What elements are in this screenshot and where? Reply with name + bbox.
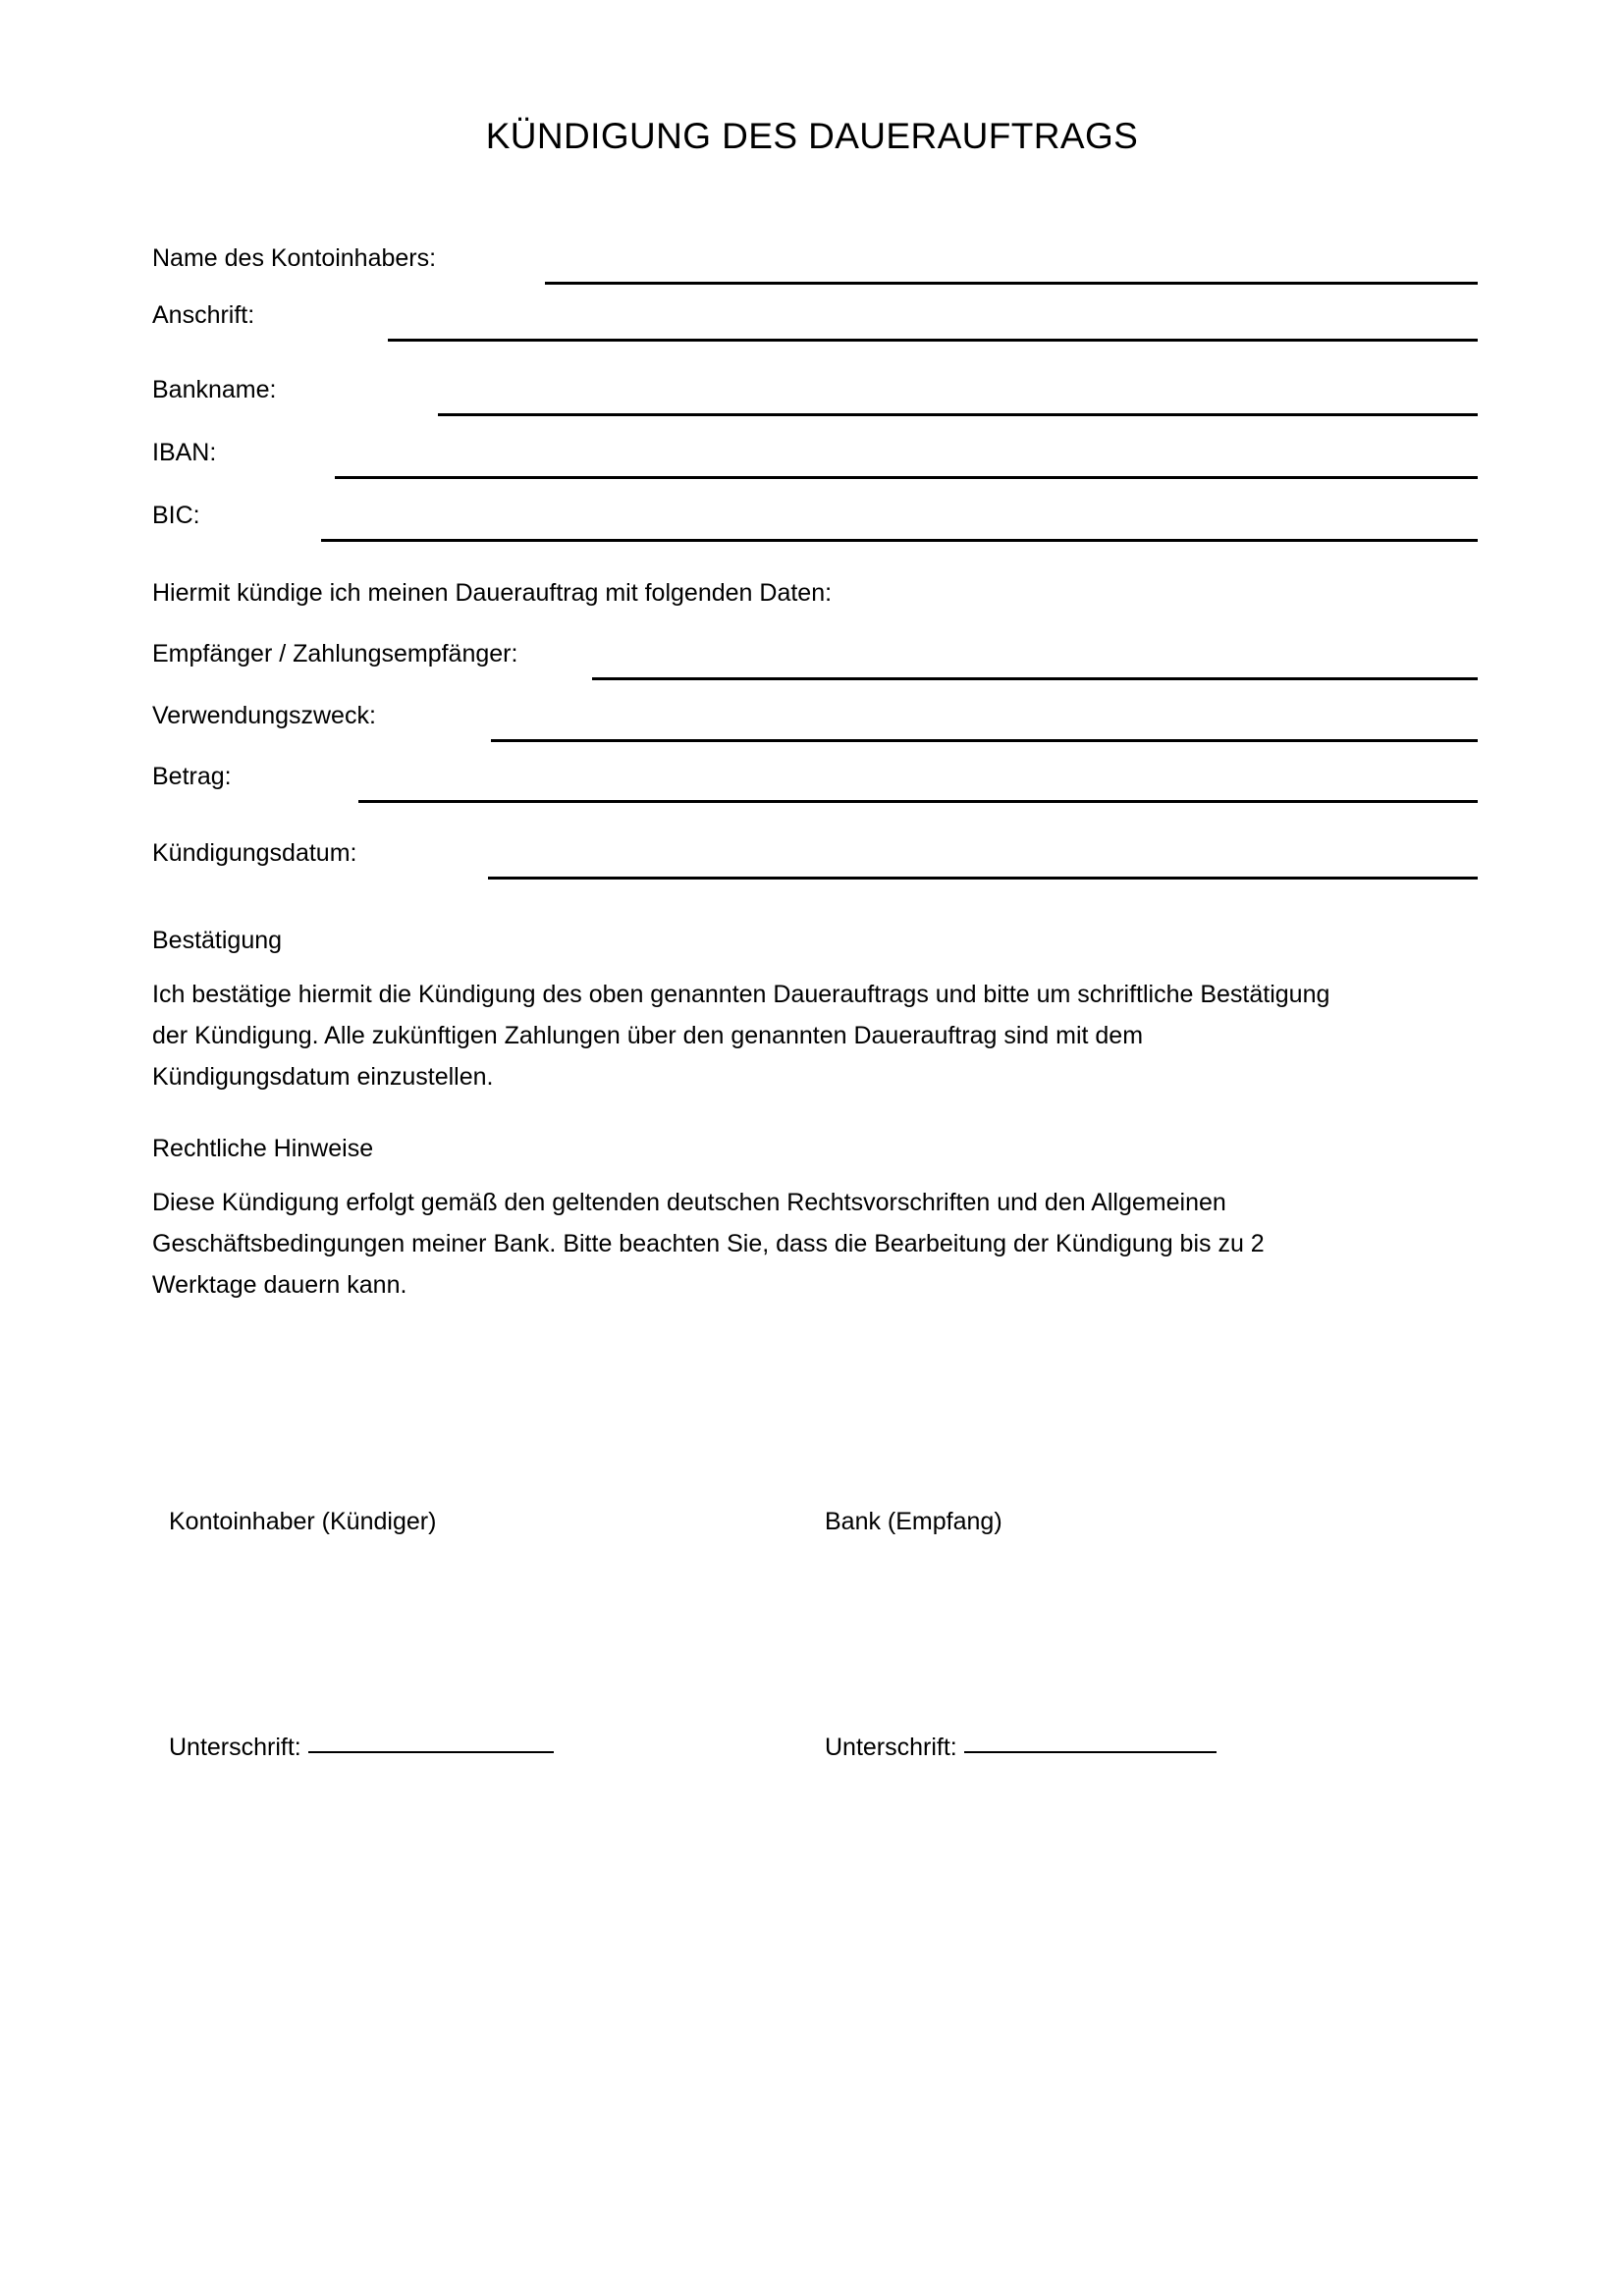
field-label: Empfänger / Zahlungsempfänger: [152, 640, 518, 667]
signature-input-line[interactable] [964, 1751, 1217, 1753]
field-input-line[interactable] [488, 877, 1478, 880]
field-input-line[interactable] [335, 476, 1478, 479]
page-title: KÜNDIGUNG DES DAUERAUFTRAGS [485, 116, 1139, 156]
field-input-line[interactable] [358, 800, 1478, 803]
signature-field-account-holder[interactable] [169, 1733, 554, 1762]
signature-label: Unterschrift: [169, 1734, 301, 1761]
field-input-line[interactable] [545, 282, 1478, 285]
field-label: Anschrift: [152, 301, 255, 329]
form-field-iban[interactable] [152, 438, 1478, 483]
field-label: Verwendungszweck: [152, 702, 376, 729]
field-label: IBAN: [152, 439, 217, 466]
legal-notice-line: Geschäftsbedingungen meiner Bank. Bitte beachten Sie, dass die Bearbeitung der Kündigung bis zu 2 [152, 1230, 1265, 1257]
signature-label: Unterschrift: [825, 1734, 957, 1761]
form-field-verwendungszweck[interactable] [152, 701, 1478, 746]
confirmation-heading: Bestätigung [152, 927, 283, 954]
field-label: Betrag: [152, 763, 232, 790]
confirmation-line: Kündigungsdatum einzustellen. [152, 1063, 494, 1091]
field-label: BIC: [152, 502, 200, 529]
form-field-kuendigungsdatum[interactable] [152, 838, 1478, 883]
field-input-line[interactable] [321, 539, 1478, 542]
legal-notice-heading: Rechtliche Hinweise [152, 1135, 374, 1162]
form-field-betrag[interactable] [152, 762, 1478, 807]
form-field-anschrift[interactable] [152, 300, 1478, 346]
field-label: Bankname: [152, 376, 277, 403]
intro-sentence: Hiermit kündige ich meinen Dauerauftrag mit folgenden Daten: [152, 579, 833, 607]
confirmation-body [152, 974, 1483, 1097]
legal-notice-line: Diese Kündigung erfolgt gemäß den geltenden deutschen Rechtsvorschriften und den Allgemeinen [152, 1189, 1226, 1216]
form-field-empfaenger[interactable] [152, 639, 1478, 684]
field-label: Kündigungsdatum: [152, 839, 357, 867]
field-label: Name des Kontoinhabers: [152, 244, 437, 272]
signature-role-bank: Bank (Empfang) [825, 1508, 1002, 1535]
form-field-bic[interactable] [152, 501, 1478, 546]
form-field-bankname[interactable] [152, 375, 1478, 420]
legal-notice-line: Werktage dauern kann. [152, 1271, 407, 1299]
confirmation-line: der Kündigung. Alle zukünftigen Zahlungen über den genannten Dauerauftrag sind mit dem [152, 1022, 1144, 1049]
legal-notice-body [152, 1182, 1483, 1306]
form-field-name-des-kontoinhabers[interactable] [152, 243, 1478, 289]
field-input-line[interactable] [388, 339, 1478, 342]
field-input-line[interactable] [491, 739, 1478, 742]
signature-input-line[interactable] [308, 1751, 554, 1753]
confirmation-line: Ich bestätige hiermit die Kündigung des oben genannten Dauerauftrags und bitte um schriftliche Bestätigung [152, 981, 1330, 1008]
field-input-line[interactable] [438, 413, 1478, 416]
signature-field-bank[interactable] [825, 1733, 1217, 1762]
signature-role-account-holder: Kontoinhaber (Kündiger) [169, 1508, 437, 1535]
field-input-line[interactable] [592, 677, 1478, 680]
